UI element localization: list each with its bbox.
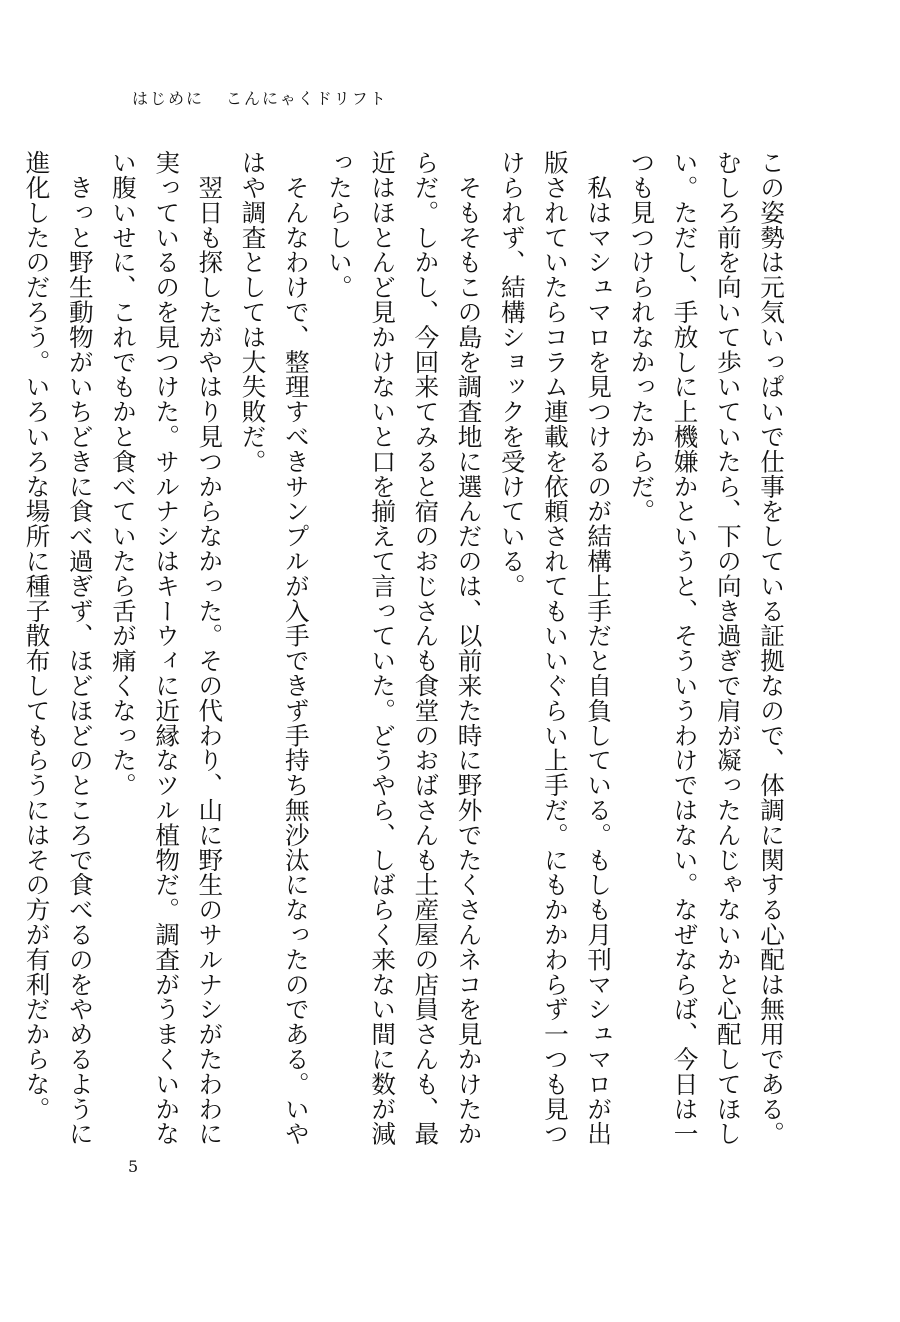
paragraph: そんなわけで、整理すべきサンプルが入手できず手持ち無沙汰になったのである。いやはや調査としては大失敗だ。: [238, 150, 311, 1146]
paragraph: そもそもこの島を調査地に選んだのは、以前来た時に野外でたくさんネコを見かけたからだ。しかし、今回来てみると宿のおじさんも食堂のおばさんも土産屋の店員さんも、最近はほとんど見かけないと口を揃えて言っていた。どうやら、しばらく来ない間に数が減ったらしい。: [324, 150, 484, 1146]
paragraph: 私はマシュマロを見つけるのが結構上手だと自負している。もしも月刊マシュマロが出版されていたらコラム連載を依頼されてもいいぐらい上手だ。にもかかわらず一つも見つけられず、結構ショックを受けている。: [497, 150, 614, 1146]
body-text: [22, 150, 793, 1150]
running-head-title: こんにゃくドリフト: [226, 89, 388, 108]
running-head: [132, 86, 388, 109]
paragraph: 翌日も探したがやはり見つからなかった。その代わり、山に野生のサルナシがたわわに実っているのを見つけた。サルナシはキーウィに近縁なツル植物だ。調査がうまくいかない腹いせに、これでもかと食べていたら舌が痛くなった。: [108, 150, 225, 1146]
paragraph: きっと野生動物がいちどきに食べ過ぎず、ほどほどのところで食べるのをやめるように進化したのだろう。いろいろな場所に種子散布してもらうにはその方が有利だからな。: [22, 150, 95, 1146]
page-number: 5: [128, 1157, 139, 1176]
paragraph: この姿勢は元気いっぱいで仕事をしている証拠なので、体調に関する心配は無用である。むしろ前を向いて歩いていたら、下の向き過ぎで肩が凝ったんじゃないかと心配してほしい。ただし、手放しに上機嫌かというと、そういうわけではない。なぜならば、今日は一つも見つけられなかったからだ。: [627, 150, 786, 1146]
running-head-section: はじめに: [132, 89, 205, 108]
